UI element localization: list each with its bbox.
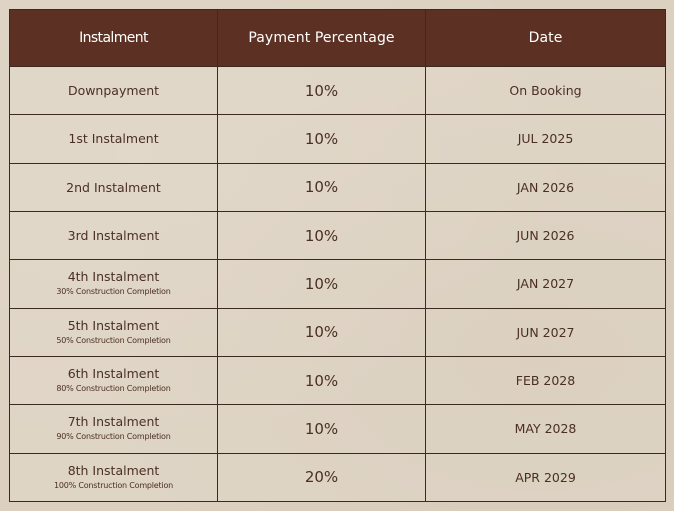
instalment-cell — [10, 356, 218, 404]
instalment-name: 4th Instalment — [67, 269, 160, 285]
instalment-name: 3rd Instalment — [67, 228, 160, 244]
column-header-date: Date — [426, 10, 666, 67]
instalment-cell — [10, 67, 218, 115]
instalment-cell — [10, 308, 218, 356]
instalment-name: 1st Instalment — [68, 131, 159, 147]
instalment-cell — [10, 405, 218, 453]
table-row — [10, 67, 666, 115]
instalment-name: 5th Instalment — [67, 317, 160, 333]
instalment-name: 6th Instalment — [67, 366, 160, 382]
column-header-percentage: Payment Percentage — [218, 10, 426, 67]
table-row — [10, 453, 666, 501]
instalment-cell — [10, 163, 218, 211]
instalment-name: 2nd Instalment — [66, 179, 161, 195]
date-cell: FEB 2028 — [426, 356, 666, 404]
date-cell: JUN 2026 — [426, 211, 666, 259]
construction-note: 30% Construction Completion — [56, 287, 171, 297]
payment-plan-table — [9, 9, 666, 502]
date-cell: MAY 2028 — [426, 405, 666, 453]
date-cell: JUN 2027 — [426, 308, 666, 356]
instalment-name: 7th Instalment — [67, 414, 160, 430]
instalment-name: Downpayment — [67, 83, 160, 99]
date-cell: On Booking — [426, 67, 666, 115]
instalment-cell — [10, 211, 218, 259]
instalment-cell — [10, 260, 218, 308]
table-row — [10, 260, 666, 308]
instalment-cell — [10, 453, 218, 501]
table-row — [10, 211, 666, 259]
instalment-cell — [10, 115, 218, 163]
instalment-name: 8th Instalment — [67, 462, 160, 478]
date-cell: APR 2029 — [426, 453, 666, 501]
percentage-cell: 10% — [218, 405, 426, 453]
table-row — [10, 405, 666, 453]
table-row — [10, 308, 666, 356]
date-cell: JAN 2026 — [426, 163, 666, 211]
table-row — [10, 356, 666, 404]
construction-note: 100% Construction Completion — [53, 480, 174, 490]
construction-note: 80% Construction Completion — [56, 384, 171, 394]
construction-note: 90% Construction Completion — [56, 432, 171, 442]
construction-note: 50% Construction Completion — [56, 335, 171, 345]
table-row — [10, 115, 666, 163]
percentage-cell: 10% — [218, 356, 426, 404]
percentage-cell: 10% — [218, 163, 426, 211]
percentage-cell: 10% — [218, 67, 426, 115]
date-cell: JUL 2025 — [426, 115, 666, 163]
percentage-cell: 20% — [218, 453, 426, 501]
table-row — [10, 163, 666, 211]
percentage-cell: 10% — [218, 211, 426, 259]
percentage-cell: 10% — [218, 308, 426, 356]
percentage-cell: 10% — [218, 115, 426, 163]
column-header-instalment: Instalment — [10, 10, 218, 67]
percentage-cell: 10% — [218, 260, 426, 308]
date-cell: JAN 2027 — [426, 260, 666, 308]
table-header-row — [10, 10, 666, 67]
